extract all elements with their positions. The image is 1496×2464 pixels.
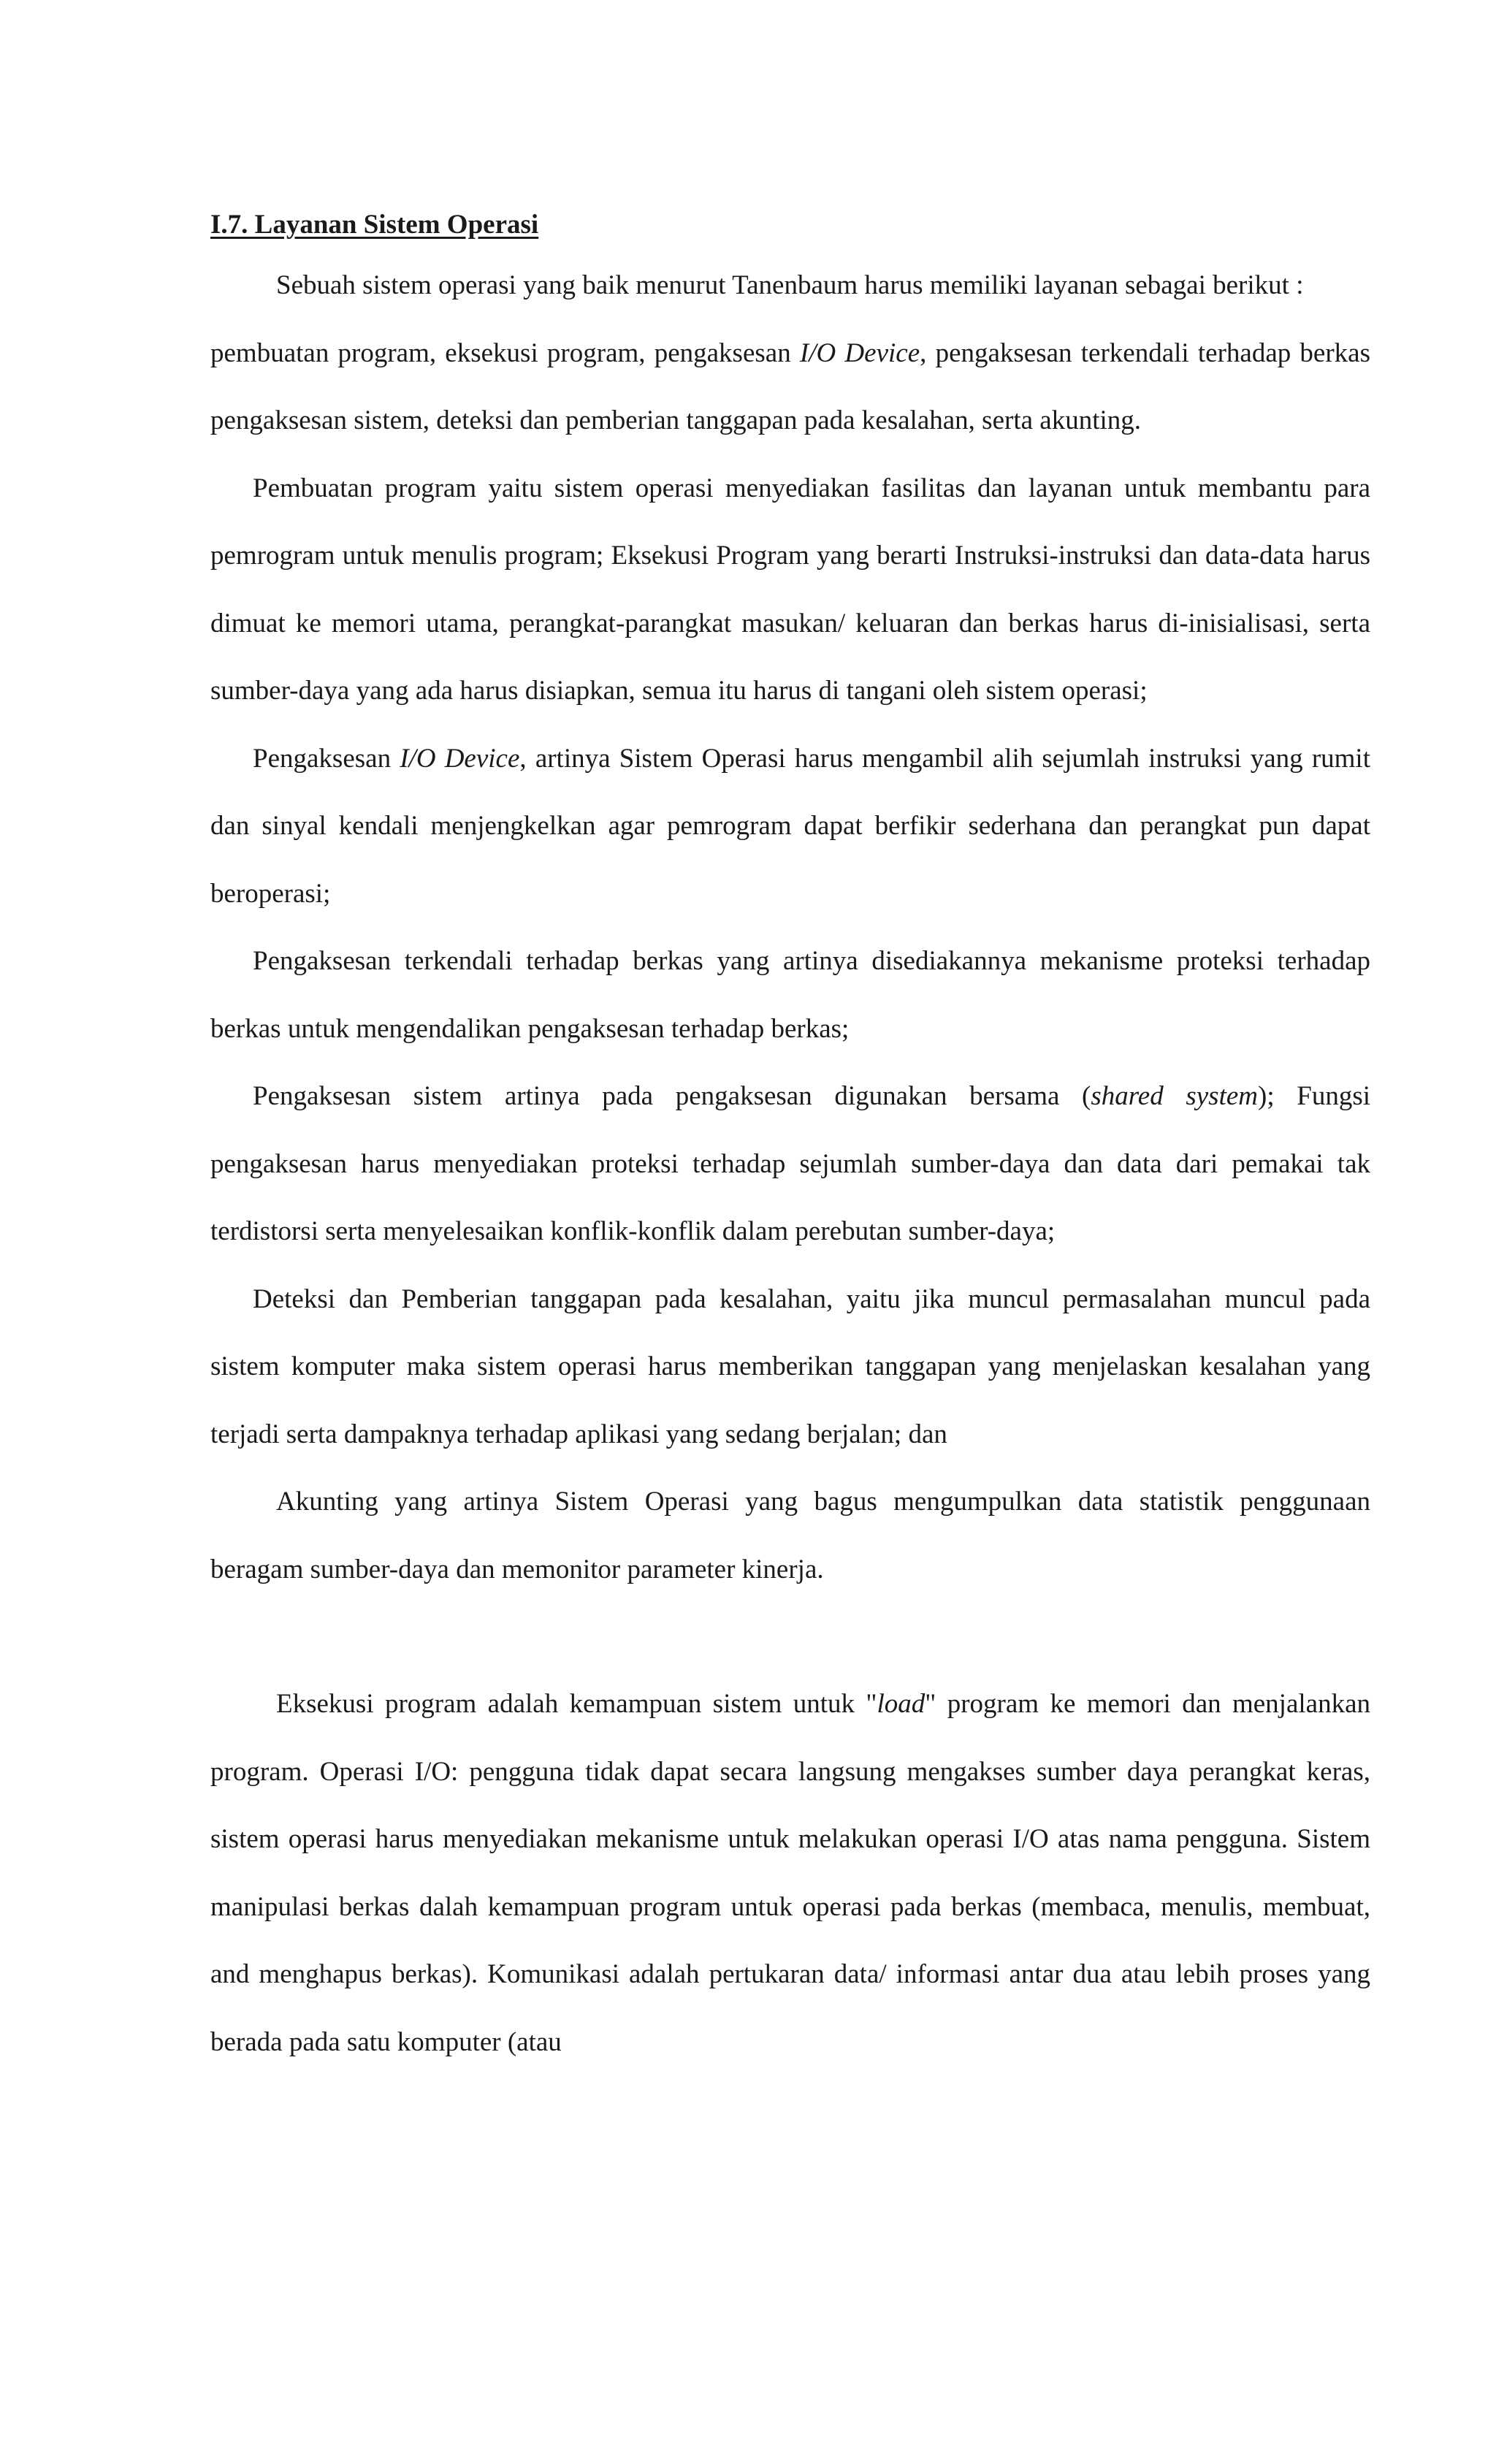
program-execution-italic: load [877,1689,926,1719]
error-detection-paragraph: Deteksi dan Pemberian tanggapan pada kesalahan, yaitu jika muncul permasalahan muncul pada sistem komputer maka sistem operasi harus memberikan tanggapan yang menjelaskan kesalahan yang terjadi serta dampaknya terhadap aplikasi yang sedang berjalan; dan [210,1284,1370,1449]
services-list-text-b: , pengaksesan terkendali terhadap berkas pengaksesan sistem, deteksi dan pemberian tanggapan pada kesalahan, serta akunting. [210,337,1370,435]
program-execution-text-a: Eksekusi program adalah kemampuan sistem untuk " [276,1689,877,1719]
paragraph-spacer [210,1603,1370,1671]
accounting-paragraph: Akunting yang artinya Sistem Operasi yang bagus mengumpulkan data statistik penggunaan beragam sumber-daya dan memonitor parameter kinerja. [210,1487,1370,1584]
io-access-text-a: Pengaksesan [253,743,400,774]
program-execution-paragraph [210,1671,1370,2076]
document-page [210,197,1370,2076]
services-list-paragraph [210,320,1370,455]
system-access-paragraph [210,1063,1370,1266]
io-access-italic: I/O Device [400,743,520,774]
system-access-text-a: Pengaksesan sistem artinya pada pengaksesan digunakan bersama ( [253,1081,1091,1111]
system-access-text-b: ); Fungsi pengaksesan harus menyediakan proteksi terhadap sejumlah sumber-daya dan data dari pemakai tak terdistorsi serta menyelesaikan konflik-konflik dalam perebutan sumber-daya; [210,1081,1370,1246]
intro-paragraph: Sebuah sistem operasi yang baik menurut Tanenbaum harus memiliki layanan sebagai berikut : [276,270,1304,300]
io-access-text-b: , artinya Sistem Operasi harus mengambil alih sejumlah instruksi yang rumit dan sinyal kendali menjengkelkan agar pemrogram dapat berfikir sederhana dan perangkat pun dapat beroperasi; [210,743,1370,909]
services-list-italic: I/O Device [799,337,920,368]
services-list-text-a: pembuatan program, eksekusi program, pengaksesan [210,337,800,368]
file-access-paragraph: Pengaksesan terkendali terhadap berkas yang artinya disediakannya mekanisme proteksi terhadap berkas untuk mengendalikan pengaksesan terhadap berkas; [210,946,1370,1044]
program-execution-text-b: " program ke memori dan menjalankan program. Operasi I/O: pengguna tidak dapat secara langsung mengakses sumber daya perangkat keras, sistem operasi harus menyediakan mekanisme untuk melakukan operasi I/O atas nama pengguna. Sistem manipulasi berkas dalah kemampuan program untuk operasi pada berkas (membaca, menulis, membuat, and menghapus berkas). Komunikasi adalah pertukaran data/ informasi antar dua atau lebih proses yang berada pada satu komputer (atau [210,1689,1371,2057]
section-heading: I.7. Layanan Sistem Operasi [210,210,539,240]
io-access-paragraph [210,725,1370,928]
system-access-italic: shared system [1091,1081,1258,1111]
program-creation-paragraph: Pembuatan program yaitu sistem operasi menyediakan fasilitas dan layanan untuk membantu para pemrogram untuk menulis program; Eksekusi Program yang berarti Instruksi-instruksi dan data-data harus dimuat ke memori utama, perangkat-parangkat masukan/ keluaran dan berkas harus di-inisialisasi, serta sumber-daya yang ada harus disiapkan, semua itu harus di tangani oleh sistem operasi; [210,473,1370,706]
